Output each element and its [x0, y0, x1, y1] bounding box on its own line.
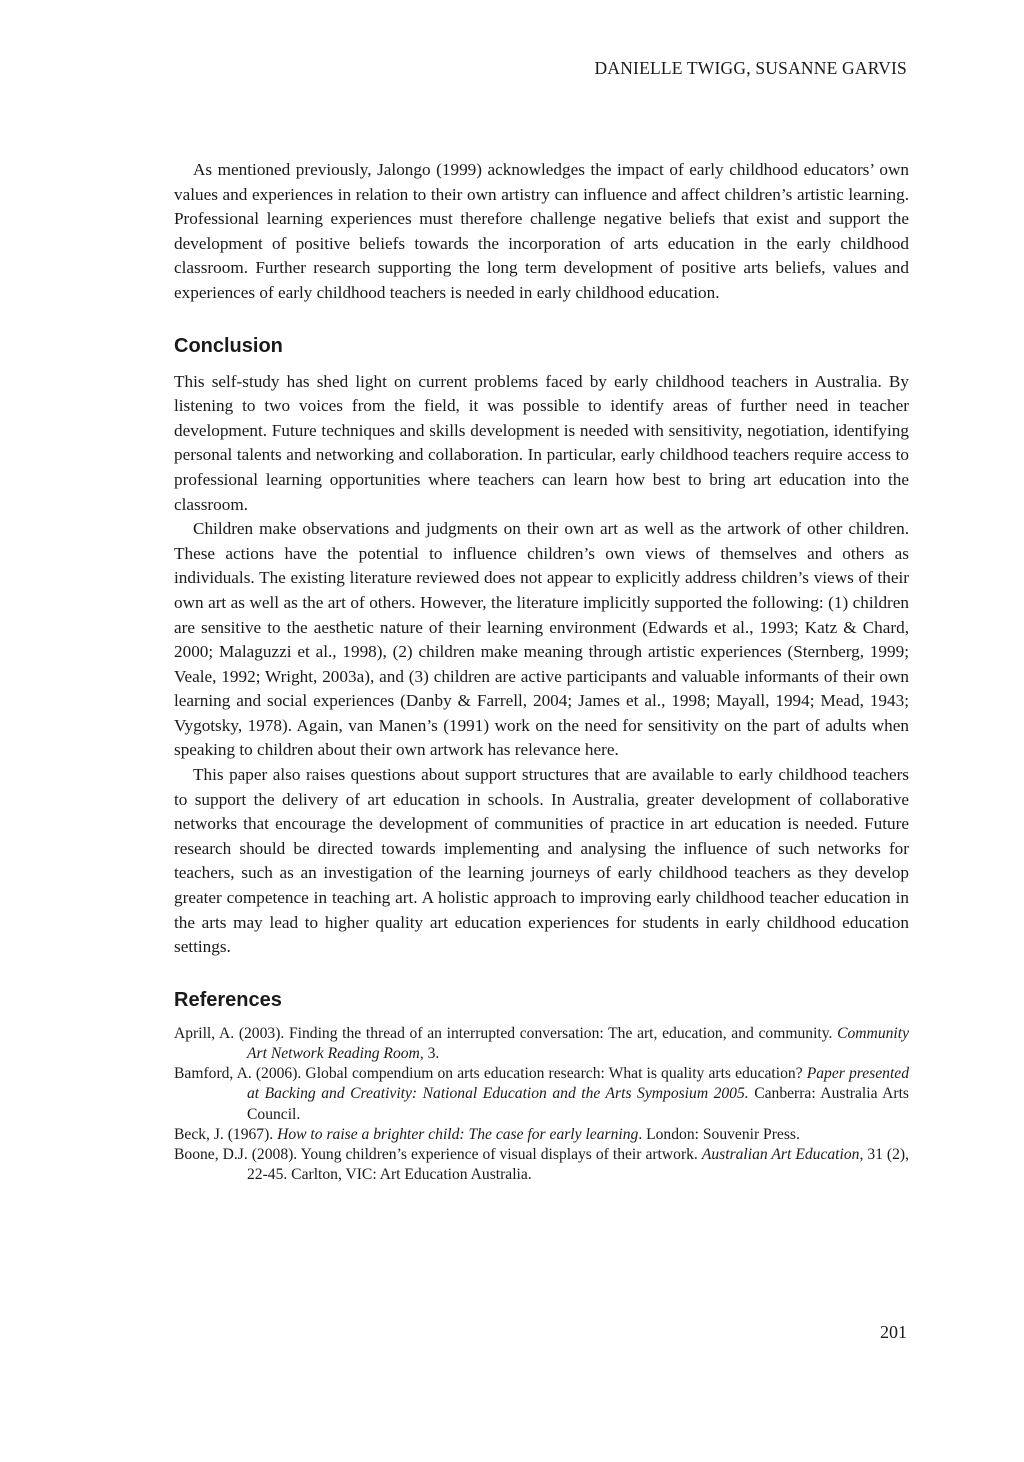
reference-text: Beck, J. (1967).: [174, 1125, 278, 1143]
conclusion-paragraph: Children make observations and judgments on their own art as well as the artwork of other children. These actions have the potential to influence children’s own views of themselves and others as individuals. The existing literature reviewed does not appear to explicitly address children’s views of their own art as well as the art of others. However, the literature implicitly supported the following: (1) children are sensitive to the aesthetic nature of their learning environment (Edwards et al., 1993; Katz & Chard, 2000; Malaguzzi et al., 1998), (2) children make meaning through artistic experiences (Sternberg, 1999; Veale, 1992; Wright, 2003a), and (3) children are active participants and valuable informants of their own learning and social experiences (Danby & Farrell, 2004; James et al., 1998; Mayall, 1994; Mead, 1943; Vygotsky, 1978). Again, van Manen’s (1991) work on the need for sensitivity on the part of adults when speaking to children about their own artwork has relevance here.: [174, 519, 909, 760]
conclusion-paragraph: This self-study has shed light on current problems faced by early childhood teachers in Australia. By listening to two voices from the field, it was possible to identify areas of further need in teacher development. Future techniques and skills development is needed with sensitivity, negotiation, identifying personal talents and networking and collaboration. In particular, early childhood teachers require access to professional learning opportunities where teachers can learn how best to bring art education into the classroom.: [174, 371, 909, 514]
reference-text: . London: Souvenir Press.: [638, 1125, 800, 1143]
running-head: DANIELLE TWIGG, SUSANNE GARVIS: [594, 58, 907, 78]
article-body: [174, 158, 909, 1185]
reference-source-title: Community Art Network Reading Room: [247, 1024, 909, 1063]
conclusion-heading: Conclusion: [174, 334, 283, 357]
reference-text: Boone, D.J. (2008). Young children’s experience of visual displays of their artwork.: [174, 1146, 702, 1164]
references-heading: References: [174, 988, 282, 1011]
reference-text: Canberra: Australia Arts Council.: [247, 1085, 909, 1123]
reference-list: [174, 1024, 909, 1186]
reference-source-title: Australian Art Education: [701, 1146, 860, 1164]
reference-source-title: Paper presented at Backing and Creativity: National Education and the Arts Symposium 2005.: [247, 1065, 909, 1103]
reference-text: Bamford, A. (2006). Global compendium on arts education research: What is quality arts education?: [174, 1065, 807, 1083]
reference-text: Aprill, A. (2003). Finding the thread of an interrupted conversation: The art, education, and community.: [174, 1024, 838, 1042]
reference-text: , 3.: [419, 1045, 440, 1063]
conclusion-paragraph: This paper also raises questions about support structures that are available to early childhood teachers to support the delivery of art education in schools. In Australia, greater development of collaborative networks that encourage the development of communities of practice in art education is needed. Future research should be directed towards implementing and analysing the influence of such networks for teachers, such as an investigation of the learning journeys of early childhood teachers as they develop greater competence in teaching art. A holistic approach to improving early childhood teacher education in the arts may lead to higher quality art education experiences for students in early childhood education settings.: [174, 765, 909, 957]
reference-entry: [174, 1064, 909, 1125]
intro-paragraph: As mentioned previously, Jalongo (1999) acknowledges the impact of early childhood educators’ own values and experiences in relation to their own artistry can influence and affect children’s artistic learning. Professional learning experiences must therefore challenge negative beliefs that exist and support the development of positive beliefs towards the incorporation of arts education in the early childhood classroom. Further research supporting the long term development of positive arts beliefs, values and experiences of early childhood teachers is needed in early childhood education.: [174, 160, 909, 302]
reference-text: , 31 (2), 22-45. Carlton, VIC: Art Education Australia.: [247, 1146, 910, 1184]
reference-entry: [174, 1125, 909, 1145]
reference-entry: [174, 1145, 909, 1185]
page-number: 201: [880, 1322, 907, 1342]
reference-source-title: How to raise a brighter child: The case for early learning: [277, 1125, 639, 1143]
reference-entry: [174, 1024, 909, 1064]
